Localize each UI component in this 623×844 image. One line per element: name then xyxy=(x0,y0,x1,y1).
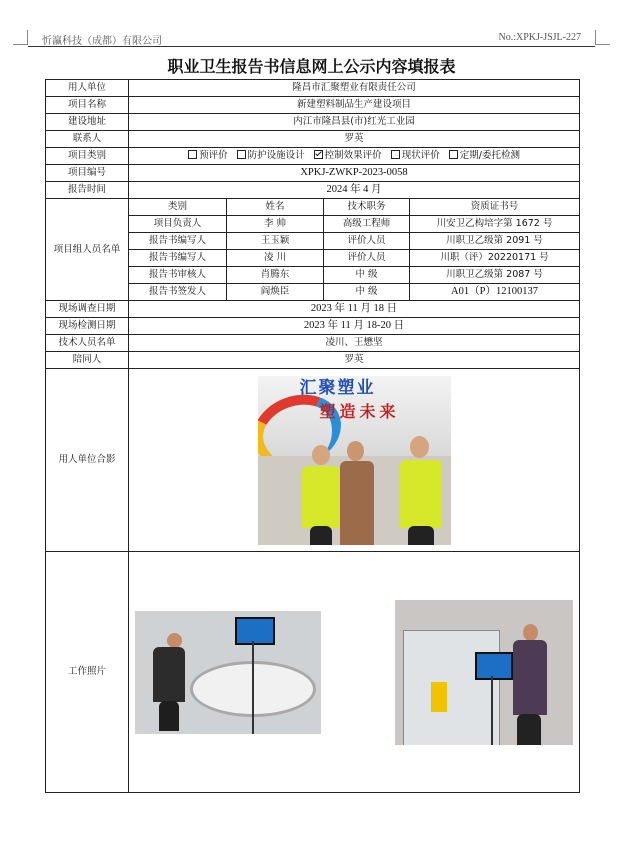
row-project-name xyxy=(46,97,580,114)
team-title: 中 级 xyxy=(324,267,410,284)
escort-label: 陪同人 xyxy=(46,352,129,369)
extruder-machine xyxy=(403,630,500,745)
team-cert: 川职（评）20220171 号 xyxy=(410,250,580,267)
code-value: XPKJ-ZWKP-2023-0058 xyxy=(129,165,580,182)
row-employer xyxy=(46,80,580,97)
header-rule xyxy=(28,46,595,47)
warning-sign xyxy=(431,682,447,712)
work-photo-cell xyxy=(129,552,580,793)
team-role: 报告书编写人 xyxy=(129,233,227,250)
team-cert: A01（P）12100137 xyxy=(410,284,580,301)
report-time-value: 2024 年 4 月 xyxy=(129,182,580,199)
test-date-label: 现场检测日期 xyxy=(46,318,129,335)
team-name: 阎焕臣 xyxy=(227,284,324,301)
checked-checkbox-icon[interactable] xyxy=(314,150,323,159)
survey-date-value: 2023 年 11 月 18 日 xyxy=(129,301,580,318)
group-photo-label: 用人单位合影 xyxy=(46,369,129,552)
category-options xyxy=(129,148,580,165)
team-role: 报告书审核人 xyxy=(129,267,227,284)
team-header-role: 类别 xyxy=(129,199,227,216)
team-header-cert: 资质证书号 xyxy=(410,199,580,216)
worker-head xyxy=(523,624,538,641)
test-date-value: 2023 年 11 月 18-20 日 xyxy=(129,318,580,335)
row-tech-staff xyxy=(46,335,580,352)
employer-value: 隆昌市汇聚塑业有限责任公司 xyxy=(129,80,580,97)
company-header: 忻瀛科技（成都）有限公司 xyxy=(42,36,162,47)
page-title: 职业卫生报告书信息网上公示内容填报表 xyxy=(167,57,456,76)
category-option-periodic-test[interactable]: 定期/委托检测 xyxy=(449,150,520,161)
worker xyxy=(153,647,185,702)
contact-value: 罗英 xyxy=(129,131,580,148)
report-time-label: 报告时间 xyxy=(46,182,129,199)
row-work-photo xyxy=(46,552,580,793)
team-name: 肖腾东 xyxy=(227,267,324,284)
row-code xyxy=(46,165,580,182)
row-survey-date xyxy=(46,301,580,318)
project-name-label: 项目名称 xyxy=(46,97,129,114)
category-option-status-eval[interactable]: 现状评价 xyxy=(391,150,440,161)
escort-value: 罗英 xyxy=(129,352,580,369)
person-head xyxy=(347,441,364,461)
person-in-coat xyxy=(340,461,374,545)
category-label: 项目类别 xyxy=(46,148,129,165)
sampling-device xyxy=(235,617,275,645)
team-header-row xyxy=(46,199,580,216)
row-group-photo xyxy=(46,369,580,552)
crop-mark-top-right xyxy=(595,30,610,45)
banner-slogan-1: 汇聚塑业 xyxy=(299,377,376,398)
survey-date-label: 现场调查日期 xyxy=(46,301,129,318)
team-title: 中 级 xyxy=(324,284,410,301)
group-photo-cell xyxy=(129,369,580,552)
row-test-date xyxy=(46,318,580,335)
team-name: 凌 川 xyxy=(227,250,324,267)
row-report-time xyxy=(46,182,580,199)
category-option-pre-eval[interactable]: 预评价 xyxy=(188,150,228,161)
team-role: 报告书签发人 xyxy=(129,284,227,301)
team-title: 评价人员 xyxy=(324,233,410,250)
category-option-protection-design[interactable]: 防护设施设计 xyxy=(237,150,305,161)
checkbox-icon[interactable] xyxy=(188,150,197,159)
team-role: 项目负责人 xyxy=(129,216,227,233)
tech-staff-label: 技术人员名单 xyxy=(46,335,129,352)
person-legs xyxy=(408,526,434,545)
work-photo-2 xyxy=(395,600,573,745)
project-name-value: 新建塑料制品生产建设项目 xyxy=(129,97,580,114)
tripod xyxy=(491,676,493,745)
address-label: 建设地址 xyxy=(46,114,129,131)
contact-label: 联系人 xyxy=(46,131,129,148)
row-category xyxy=(46,148,580,165)
worker-legs xyxy=(517,714,541,745)
code-label: 项目编号 xyxy=(46,165,129,182)
worker-legs xyxy=(159,701,179,731)
worker xyxy=(513,640,547,715)
group-photo xyxy=(258,376,451,545)
person-in-vest xyxy=(302,466,340,528)
employer-label: 用人单位 xyxy=(46,80,129,97)
team-cert: 川职卫乙级第 2091 号 xyxy=(410,233,580,250)
row-address xyxy=(46,114,580,131)
person-head xyxy=(410,436,429,458)
document-number: No.:XPKJ-JSJL-227 xyxy=(498,32,581,43)
sampling-device xyxy=(475,652,513,680)
work-photo-label: 工作照片 xyxy=(46,552,129,793)
team-cert: 川安卫乙构培字第 1672 号 xyxy=(410,216,580,233)
work-photo-1 xyxy=(135,611,321,734)
report-form-table xyxy=(45,79,580,793)
team-header-name: 姓名 xyxy=(227,199,324,216)
row-contact xyxy=(46,131,580,148)
row-escort xyxy=(46,352,580,369)
tech-staff-value: 凌川、王懋坚 xyxy=(129,335,580,352)
category-option-control-effect[interactable]: 控制效果评价 xyxy=(314,150,382,161)
team-role: 报告书编写人 xyxy=(129,250,227,267)
person-legs xyxy=(310,526,332,545)
team-label: 项目组人员名单 xyxy=(46,199,129,301)
team-header-title: 技术职务 xyxy=(324,199,410,216)
team-title: 高级工程师 xyxy=(324,216,410,233)
checkbox-icon[interactable] xyxy=(237,150,246,159)
person-in-vest xyxy=(400,460,442,528)
banner-slogan-2: 塑造未来 xyxy=(319,401,400,421)
checkbox-icon[interactable] xyxy=(449,150,458,159)
team-name: 王玉颖 xyxy=(227,233,324,250)
team-title: 评价人员 xyxy=(324,250,410,267)
tripod xyxy=(252,641,254,734)
address-value: 内江市隆昌县(市)红光工业园 xyxy=(129,114,580,131)
person-head xyxy=(312,445,330,465)
team-cert: 川职卫乙级第 2087 号 xyxy=(410,267,580,284)
checkbox-icon[interactable] xyxy=(391,150,400,159)
crop-mark-top-left xyxy=(13,30,28,45)
worker-head xyxy=(167,633,182,648)
team-name: 李 帅 xyxy=(227,216,324,233)
